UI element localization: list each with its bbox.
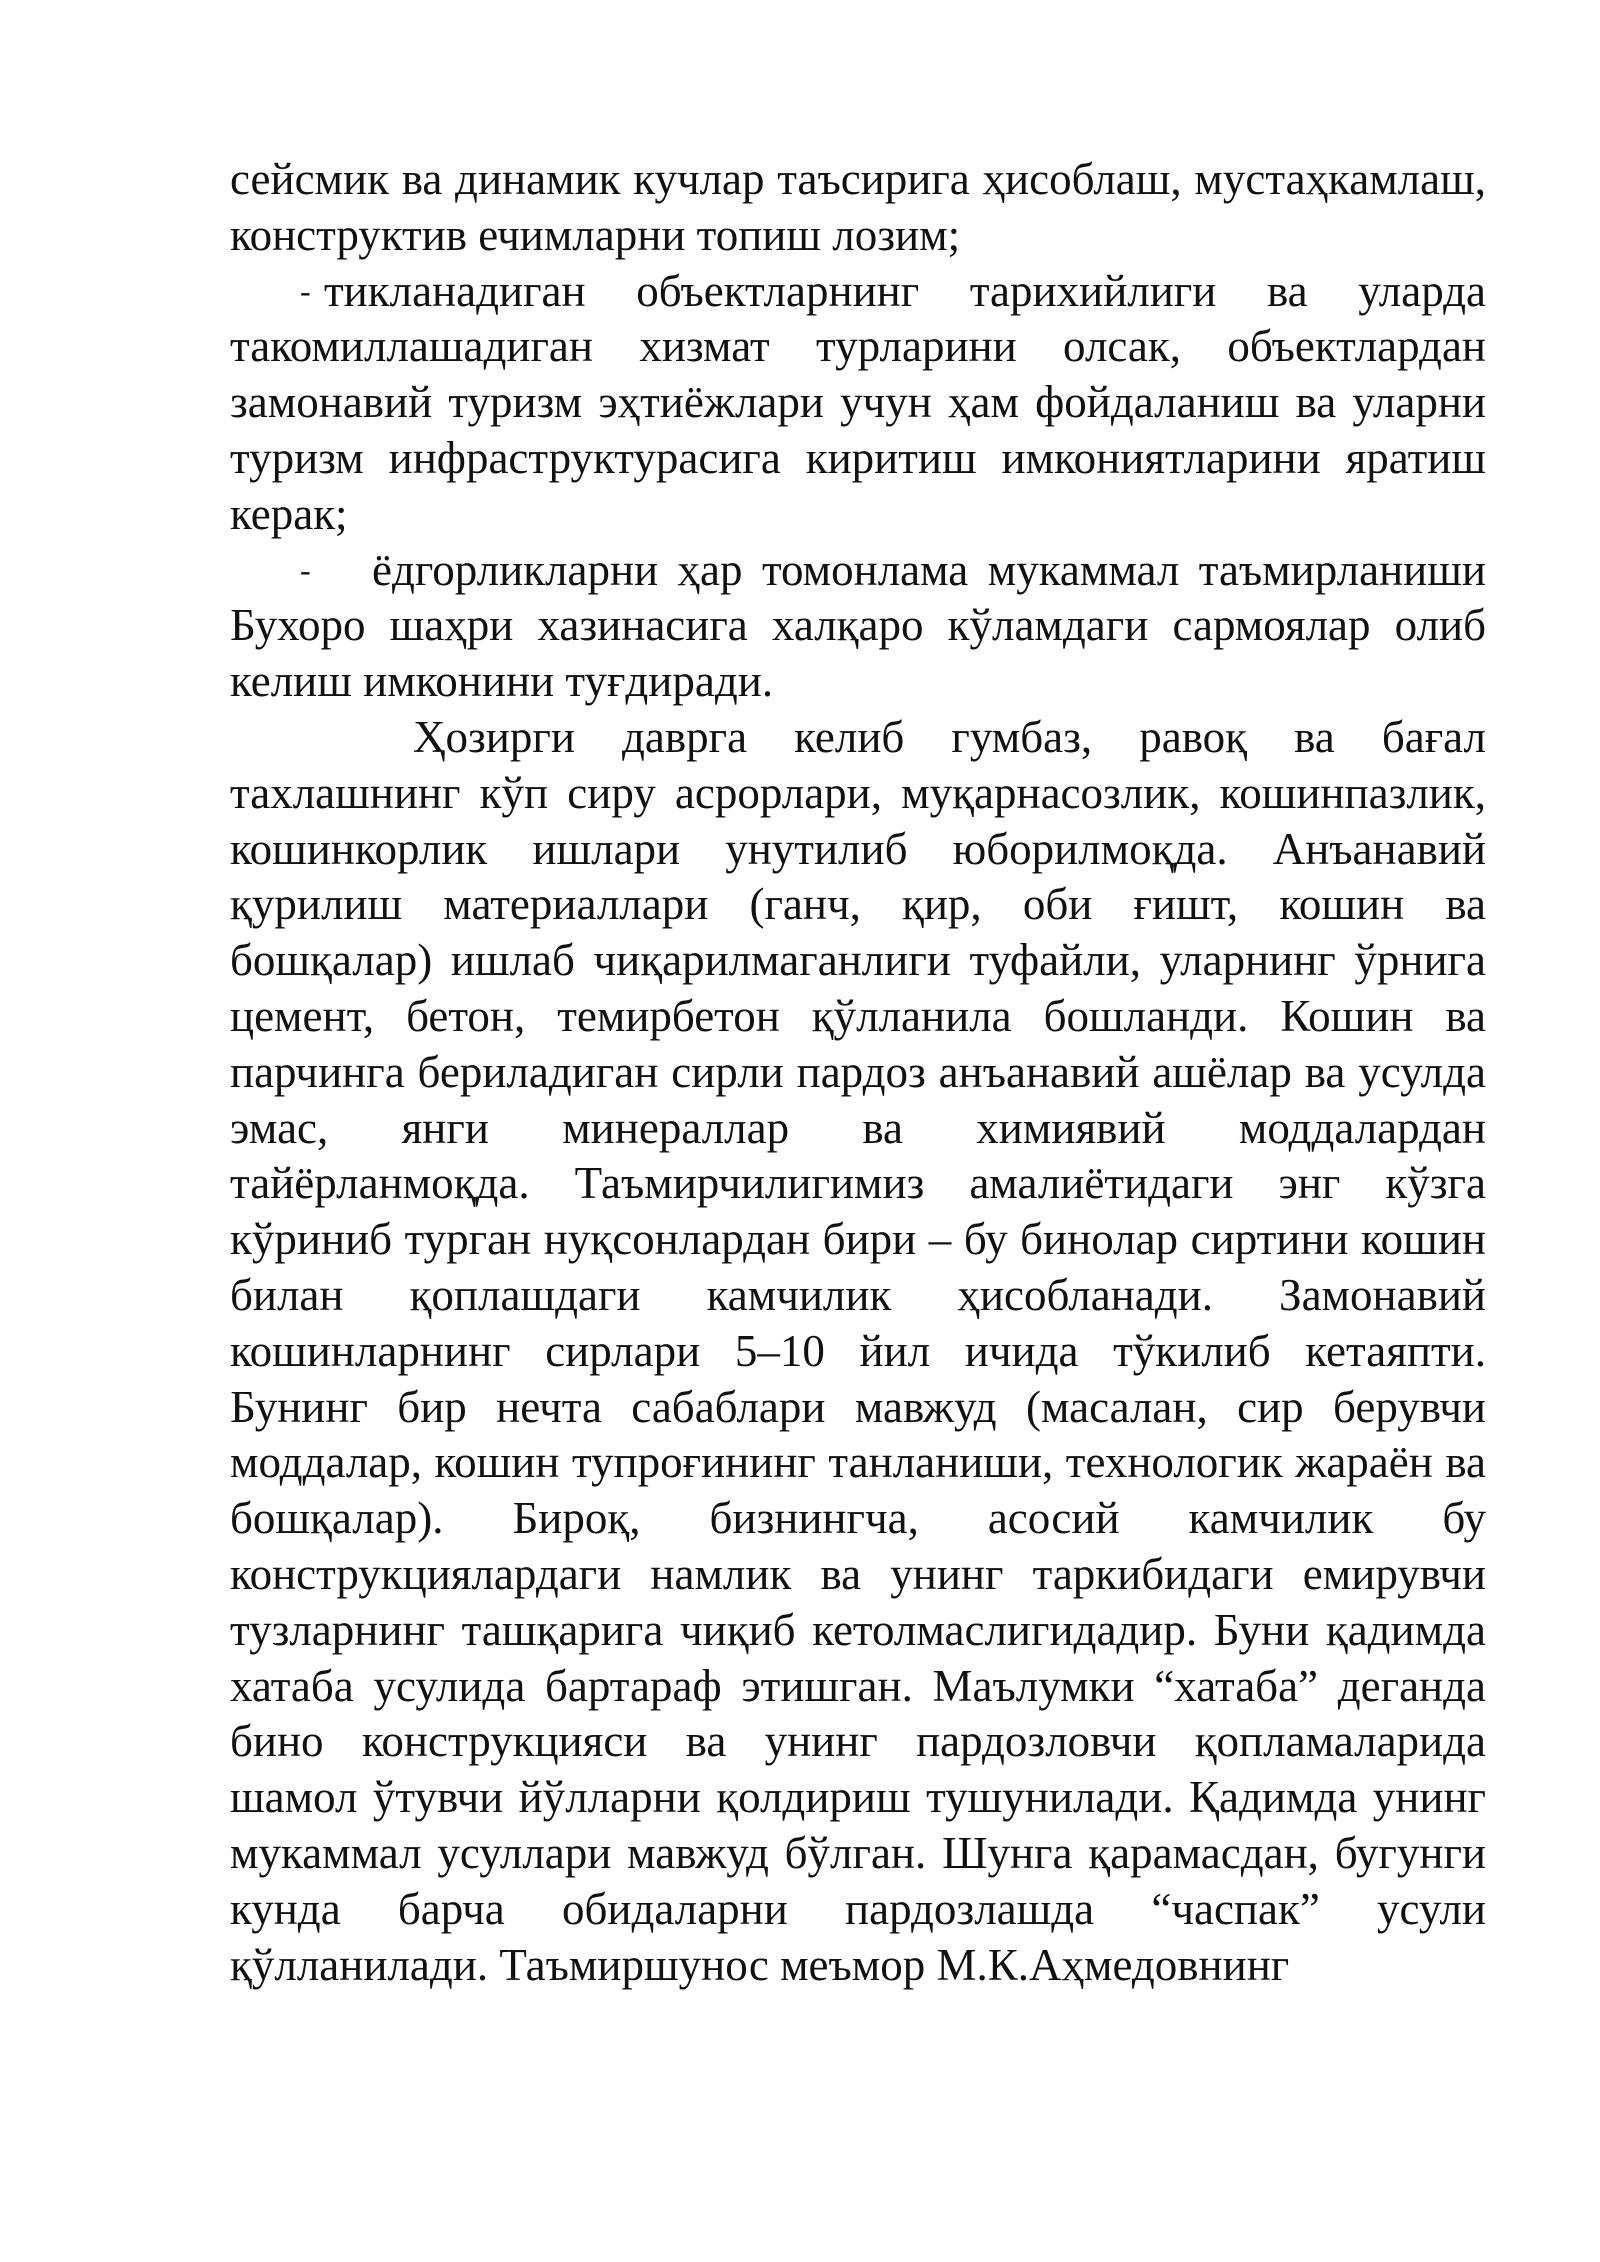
bullet-marker: - (300, 551, 311, 588)
paragraph-text: Ҳозирги даврга келиб гумбаз, равоқ ва бағал тахлашнинг кўп сиру асрорлари, муқарнасозлик, кошинпазлик, кошинкорлик ишлари унутилиб юборилмоқда. Анъанавий қурилиш материаллари (ганч, қир, оби ғишт, кошин ва бошқалар) ишлаб чиқарилмаганлиги туфайли, уларнинг ўрнига цемент, бетон, темирбетон қўлланила бошланди. Кошин ва парчинга бериладиган сирли пардоз анъанавий ашёлар ва усулда эмас, янги минераллар ва химиявий моддалардан тайёрланмоқда. Таъмирчилигимиз амалиётидаги энг кўзга кўриниб турган нуқсонлардан бири – бу бинолар сиртини кошин билан қоплашдаги камчилик ҳисобланади. Замонавий кошинларнинг сирлари 5–10 йил ичида тўкилиб кетаяпти. Бунинг бир нечта сабаблари мавжуд (масалан, сир берувчи моддалар, кошин тупроғининг танланиши, технологик жараён ва бошқалар). Бироқ, бизнингча, асосий камчилик бу конструкциялардаги намлик ва унинг таркибидаги емирувчи тузларнинг ташқарига чиқиб кетолмаслигидадир. Буни қадимда хатаба усулида бартараф этишган. Маълумки “хатаба” деганда бино конструкцияси ва унинг пардозловчи қопламаларида шамол ўтувчи йўлларни қолдириш тушунилади. Қадимда унинг мукаммал усуллари мавжуд бўлган. Шунга қарамасдан, бугунги кунда барча обидаларни пардозлашда “часпак” усули қўлланилади. Таъмиршунос меъмор М.К.Аҳмедовнинг (230, 711, 1486, 1990)
paragraph-continuation (230, 152, 1486, 264)
bullet-text: тикланадиган объектларнинг тарихийлиги ва уларда такомиллашадиган хизмат турларини олсак, объектлардан замонавий туризм эҳтиёжлари учун ҳам фойдаланиш ва уларни туризм инфраструктурасига киритиш имкониятларини яратиш керак; (230, 265, 1486, 539)
paragraph-text: сейсмик ва динамик кучлар таъсирига ҳисоблаш, мустаҳкамлаш, конструктив ечимларни топиш лозим; (230, 154, 1486, 260)
bullet-item-restored-objects (230, 264, 1486, 543)
bullet-marker: - (300, 272, 311, 309)
document-page (230, 152, 1486, 1993)
paragraph-main-body (230, 710, 1486, 1993)
bullet-text: ёдгорликларни ҳар томонлама мукаммал таъмирланиши Бухоро шаҳри хазинасига халқаро кўламдаги сармоялар олиб келиш имконини туғдиради. (230, 544, 1486, 707)
bullet-item-monuments (230, 543, 1486, 710)
